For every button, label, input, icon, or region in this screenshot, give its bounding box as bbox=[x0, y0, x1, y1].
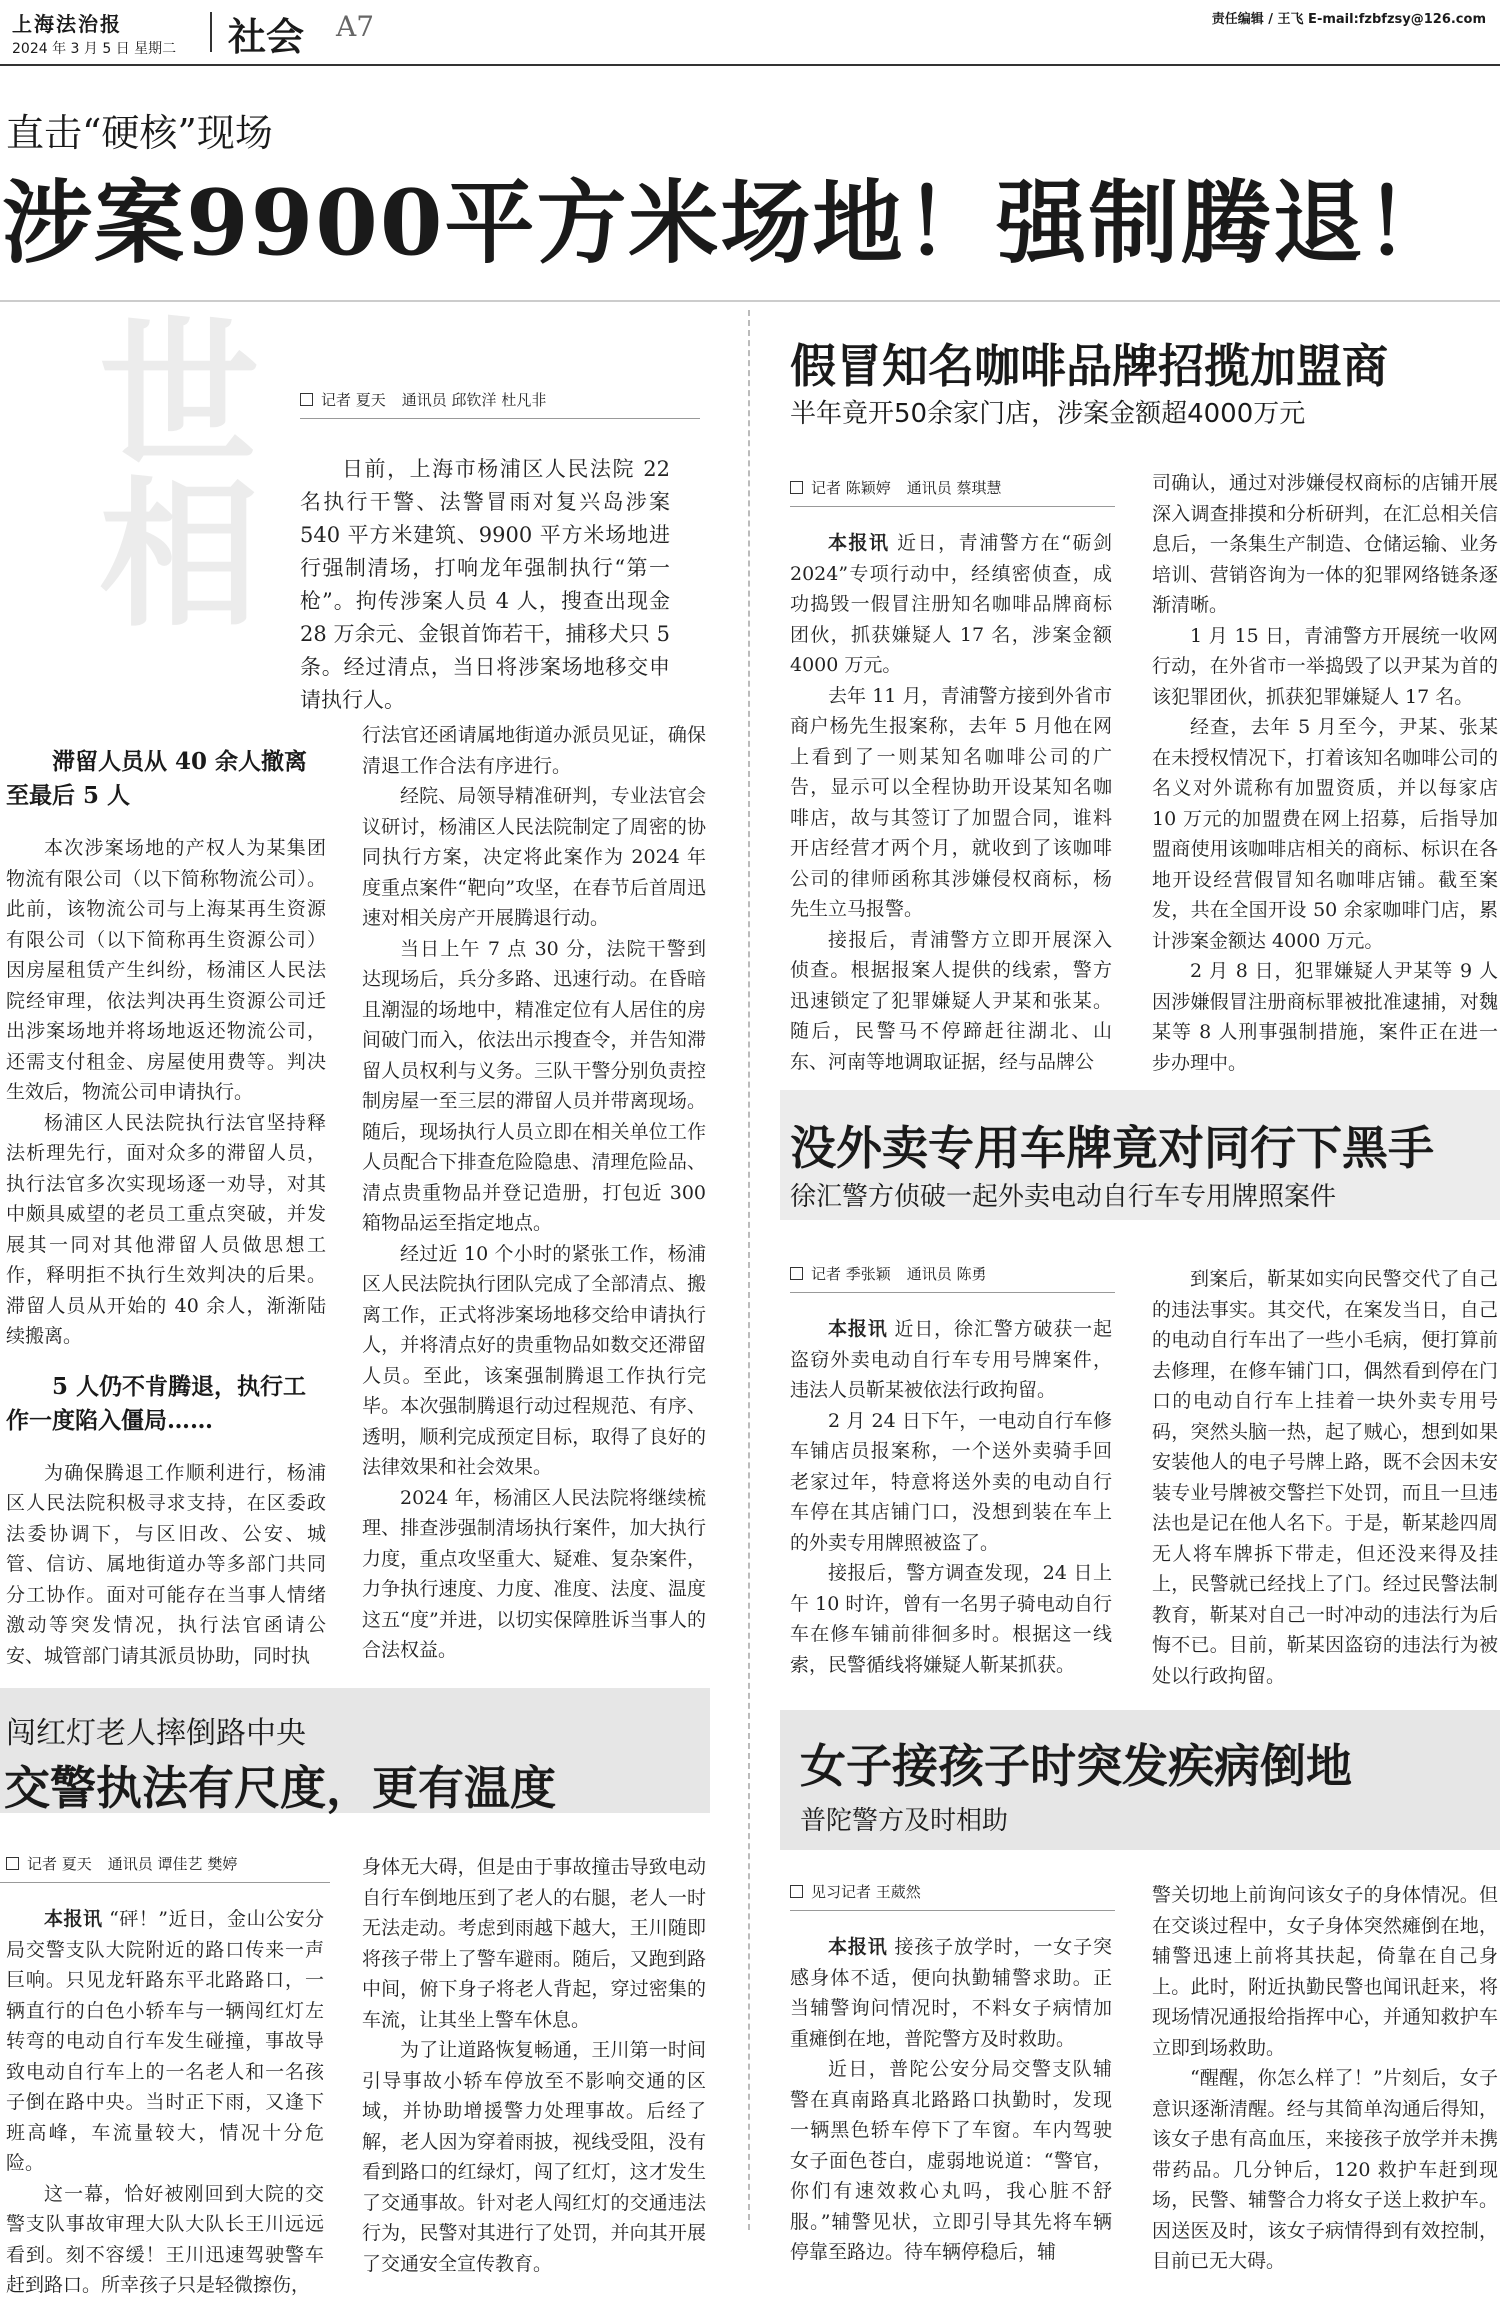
lead-intro: 日前，上海市杨浦区人民法院 22 名执行干警、法警冒雨对复兴岛涉案 540 平方米建筑、9900 平方米场地进行强制清场，打响龙年强制执行“第一枪”。拘传涉案人员 4 人，搜查出现金 28 万余元、金银首饰若干，捕移犬只 5 条。经过清点，当日将涉案场地移交申请执行人。 bbox=[300, 457, 670, 712]
section-name: 社会 bbox=[228, 14, 305, 59]
byline-rule bbox=[0, 1882, 330, 1883]
byline-rule bbox=[300, 418, 700, 419]
traffic-col2: 身体无大碍，但是由于事故撞击导致电动自行车倒地压到了老人的右腿，老人一时无法走动。考虑到雨越下越大，王川随即将孩子带上了警车避雨。随后，又跑到路中间，俯下身子将老人背起，穿过密集的车流，让其坐上警车休息。 为了让道路恢复畅通，王川第一时间引导事故小轿车停放至不影响交通的区域，并协助增援警力处理事故。后经了解，老人因为穿着雨披，视线受阻，没有看到路口的红绿灯，闯了红灯，这才发生了交通事故。针对老人闯红灯的交通违法行为，民警对其进行了处罚，并向其开展了交通安全宣传教育。 bbox=[362, 1856, 706, 2275]
issue-date: 2024 年 3 月 5 日 星期二 bbox=[12, 41, 177, 57]
square-icon bbox=[300, 393, 313, 406]
masthead-divider bbox=[210, 12, 212, 52]
lead-headline: 涉案9900平方米场地！强制腾退！ bbox=[2, 170, 1457, 276]
illness-subheadline: 普陀警方及时相助 bbox=[800, 1806, 1009, 1836]
delivery-col2: 到案后，靳某如实向民警交代了自己的违法事实。其交代，在案发当日，自己的电动自行车出了一些小毛病，便打算前去修理，在修车铺门口，偶然看到停在门口的电动自行车上挂着一块外卖专用号码，突然头脑一热，起了贼心，想到如果安装他人的电子号牌上路，既不会因未安装专业号牌被交警拦下处罚，而且一旦违法也是记在他人名下。于是，靳某趁四周无人将车牌拆下带走，但还没来得及挂上，民警就已经找上了门。经过民警法制教育，靳某对自己一时冲动的违法行为后悔不已。目前，靳某因盗窃的违法行为被处以行政拘留。 bbox=[1152, 1268, 1498, 1687]
byline-rule bbox=[790, 1292, 1115, 1293]
subhead: 滞留人员从 40 余人撤离至最后 5 人 bbox=[6, 748, 308, 809]
byline-rule bbox=[790, 506, 1115, 507]
lead-col2: 行法官还函请属地街道办派员见证，确保清退工作合法有序进行。 经院、局领导精准研判，专业法官会议研讨，杨浦区人民法院制定了周密的协同执行方案，决定将此案作为 2024 年度重点案件“靶向”攻坚，在春节后首周迅速对相关房产开展腾退行动。 当日上午 7 点 30 分，法院干警到达现场后，兵分多路、迅速行动。在昏暗且潮湿的场地中，精准定位有人居住的房间破门而入，依法出示搜查令，并告知滞留人员权利与义务。三队干警分别负责控制房屋一至三层的滞留人员并带离现场。随后，现场执行人员立即在相关单位工作人员配合下排查危险隐患、清理危险品、清点贵重物品并登记造册，打包近 300 箱物品运至指定地点。 经过近 10 个小时的紧张工作，杨浦区人民法院执行团队完成了全部清点、搬离工作，正式将涉案场地移交给申请执行人，并将清点好的贵重物品如数交还滞留人员。至此，该案强制腾退工作执行完毕。本次强制腾退行动过程规范、有序、透明，顺利完成预定目标，取得了良好的法律效果和社会效果。 2024 年，杨浦区人民法院将继续梳理、排查涉强制清场执行案件，加大执行力度，重点攻坚重大、疑难、复杂案件，力争执行速度、力度、准度、法度、温度这五“度”并进，以切实保障胜诉当事人的合法权益。 bbox=[362, 724, 706, 1661]
subhead: 5 人仍不肯腾退，执行工作一度陷入僵局…… bbox=[6, 1372, 307, 1434]
traffic-byline: 记者 夏天 通讯员 谭佳艺 樊婷 bbox=[6, 1854, 253, 1874]
lead-col1: 滞留人员从 40 余人撤离至最后 5 人 本次涉案场地的产权人为某集团物流有限公司（以下简称物流公司）。此前，该物流公司与上海某再生资源有限公司（以下简称再生资源公司）因房屋租赁产生纠纷，杨浦区人民法院经审理，依法判决再生资源公司迁出涉案场地并将场地返还物流公司，还需支付租金、房屋使用费等。判决生效后，物流公司申请执行。 杨浦区人民法院执行法官坚持释法析理先行，面对众多的滞留人员，执行法官多次实现场逐一劝导，对其中颇具威望的老员工重点突破，并发展其一同对其他滞留人员做思想工作，释明拒不执行生效判决的后果。滞留人员从开始的 40 余人，渐渐陆续搬离。 5 人仍不肯腾退，执行工作一度陷入僵局…… 为确保腾退工作顺利进行，杨浦区人民法院积极寻求支持，在区委政法委协调下，与区旧改、公安、城管、信访、属地街道办等多部门共同分工协作。面对可能存在当事人情绪激动等突发情况，执行法官函请公安、城管部门请其派员协助，同时执 bbox=[6, 745, 326, 1671]
square-icon bbox=[790, 1885, 803, 1898]
masthead bbox=[0, 0, 1500, 62]
headline-rule bbox=[0, 300, 1500, 302]
traffic-headline: 交警执法有尺度，更有温度 bbox=[4, 1761, 556, 1815]
illness-byline: 见习记者 王葳然 bbox=[790, 1882, 937, 1902]
delivery-byline: 记者 季张颖 通讯员 陈勇 bbox=[790, 1264, 1003, 1284]
square-icon bbox=[6, 1857, 19, 1870]
lead-kicker: 直击“硬核”现场 bbox=[6, 111, 273, 155]
page-number: A7 bbox=[336, 10, 375, 43]
coffee-headline: 假冒知名咖啡品牌招揽加盟商 bbox=[790, 339, 1388, 393]
illness-headline: 女子接孩子时突发疾病倒地 bbox=[800, 1739, 1352, 1793]
square-icon bbox=[790, 481, 803, 494]
coffee-subheadline: 半年竟开50余家门店，涉案金额超4000万元 bbox=[790, 399, 1306, 429]
coffee-col1: 本报讯 近日，青浦警方在“砺剑2024”专项行动中，经缜密侦查，成功捣毁一假冒注册知名咖啡品牌商标团伙，抓获嫌疑人 17 名，涉案金额 4000 万元。 去年 11 月，青浦警方接到外省市商户杨先生报案称，去年 5 月他在网上看到了一则某知名咖啡公司的广告，显示可以全程协助开设某知名咖啡店，故与其签订了加盟合同，谁料开店经营才两个月，就收到了该咖啡公司的律师函称其涉嫌侵权商标，杨先生立马报警。 接报后，青浦警方立即开展深入侦查。根据报案人提供的线索，警方迅速锁定了犯罪嫌疑人尹某和张某。随后，民警马不停蹄赶往湖北、山东、河南等地调取证据，经与品牌公 bbox=[790, 532, 1112, 1073]
watermark-logo: 世相 bbox=[72, 310, 260, 630]
delivery-headline: 没外卖专用车牌竟对同行下黑手 bbox=[790, 1121, 1434, 1175]
lead-byline: 记者 夏天 通讯员 邱钦洋 杜凡非 bbox=[300, 390, 562, 410]
square-icon bbox=[790, 1267, 803, 1280]
byline-rule bbox=[790, 1910, 1115, 1911]
delivery-subheadline: 徐汇警方侦破一起外卖电动自行车专用牌照案件 bbox=[790, 1182, 1337, 1212]
masthead-rule bbox=[0, 64, 1500, 66]
coffee-col2: 司确认，通过对涉嫌侵权商标的店铺开展深入调查排摸和分析研判，在汇总相关信息后，一条集生产制造、仓储运输、业务培训、营销咨询为一体的犯罪网络链条逐渐清晰。 1 月 15 日，青浦警方开展统一收网行动，在外省市一举捣毁了以尹某为首的该犯罪团伙，抓获犯罪嫌疑人 17 名。 经查，去年 5 月至今，尹某、张某在未授权情况下，打着该知名咖啡公司的名义对外谎称有加盟资质，并以每家店 10 万元的加盟费在网上招募，后指导加盟商使用该咖啡店相关的商标、标识在各地开设经营假冒知名咖啡店铺。截至案发，共在全国开设 50 余家咖啡门店，累计涉案金额达 4000 万元。 2 月 8 日，犯罪嫌疑人尹某等 9 人因涉嫌假冒注册商标罪被批准逮捕，对魏某等 8 人刑事强制措施，案件正在进一步办理中。 bbox=[1152, 472, 1498, 1074]
column-divider bbox=[748, 310, 750, 2230]
illness-col1: 本报讯 接孩子放学时，一女子突感身体不适，便向执勤辅警求助。正当辅警询问情况时，不料女子病情加重瘫倒在地，普陀警方及时救助。 近日，普陀公安分局交警支队辅警在真南路真北路路口执勤时，发现一辆黑色轿车停下了车窗。车内驾驶女子面色苍白，虚弱地说道：“警官，你们有速效救心丸吗，我心脏不舒服。”辅警见状，立即引导其先将车辆停靠至路边。待车辆停稳后，辅 bbox=[790, 1936, 1112, 2263]
illness-col2: 警关切地上前询问该女子的身体情况。但在交谈过程中，女子身体突然瘫倒在地，辅警迅速上前将其扶起，倚靠在自己身上。此时，附近执勤民警也闻讯赶来，将现场情况通报给指挥中心，并通知救护车立即到场救助。 “醒醒，你怎么样了！”片刻后，女子意识逐渐清醒。经与其简单沟通后得知，该女子患有高血压，来接孩子放学并未携带药品。几分钟后，120 救护车赶到现场，民警、辅警合力将女子送上救护车。因送医及时，该女子病情得到有效控制，目前已无大碍。 bbox=[1152, 1884, 1498, 2272]
editor-info: 责任编辑 / 王飞 E-mail:fzbfzsy@126.com bbox=[1211, 12, 1486, 27]
traffic-col1: 本报讯 “砰！”近日，金山公安分局交警支队大院附近的路口传来一声巨响。只见龙轩路东平北路路口，一辆直行的白色小轿车与一辆闯红灯左转弯的电动自行车发生碰撞，事故导致电动自行车上的一名老人和一名孩子倒在路中央。当时正下雨，又逢下班高峰，车流量较大，情况十分危险。 这一幕，恰好被刚回到大院的交警支队事故审理大队大队长王川远远看到。刻不容缓！王川迅速驾驶警车赶到路口。所幸孩子只是轻微擦伤， bbox=[6, 1908, 324, 2296]
paper-name: 上海法治报 bbox=[12, 12, 122, 36]
delivery-col1: 本报讯 近日，徐汇警方破获一起盗窃外卖电动自行车专用号牌案件，违法人员靳某被依法行政拘留。 2 月 24 日下午，一电动自行车修车铺店员报案称，一个送外卖骑手回老家过年，特意将送外卖的电动自行车停在其店铺门口，没想到装在车上的外卖专用牌照被盗了。 接报后，警方调查发现，24 日上午 10 时许，曾有一名男子骑电动自行车在修车铺前徘徊多时。根据这一线索，民警循线将嫌疑人靳某抓获。 bbox=[790, 1318, 1112, 1676]
coffee-byline: 记者 陈颖婷 通讯员 蔡琪慧 bbox=[790, 478, 1018, 498]
traffic-kicker: 闯红灯老人摔倒路中央 bbox=[6, 1716, 306, 1751]
